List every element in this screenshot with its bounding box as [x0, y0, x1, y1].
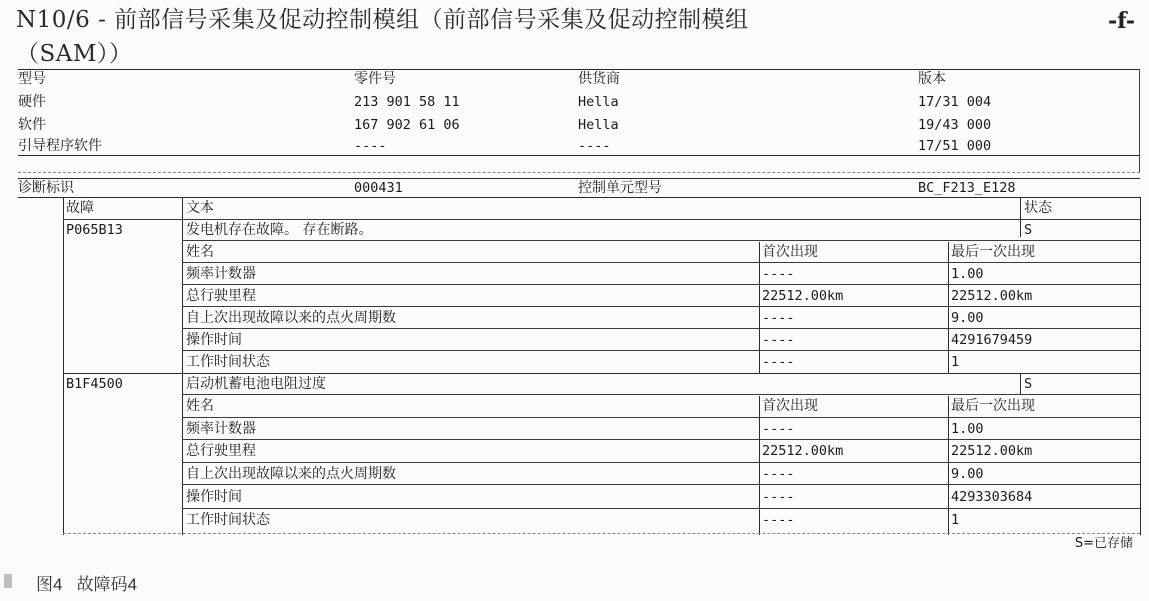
row-version: 19/43 000: [918, 117, 992, 133]
figure-label: 图4: [36, 575, 63, 594]
table-row-name: 自上次出现故障以来的点火周期数: [186, 466, 396, 482]
subheader-first: 首次出现: [762, 244, 818, 260]
brand-logo-icon: -f-: [1108, 8, 1135, 34]
table-row-first: ----: [762, 310, 795, 326]
subheader-name: 姓名: [186, 244, 214, 260]
diagnostic-id-label: 诊断标识: [18, 180, 74, 196]
fault-code[interactable]: P065B13: [66, 222, 123, 238]
divider: [182, 306, 1140, 307]
fault-header-code: 故障: [66, 200, 94, 216]
table-row-first: ----: [762, 489, 795, 505]
table-row-first: ----: [762, 266, 795, 282]
table-row-first: 22512.00km: [762, 443, 844, 459]
fault-header-text: 文本: [186, 200, 214, 216]
page-title-continued: （SAM））: [16, 41, 133, 67]
ecu-variant-value: BC_F213_E128: [918, 180, 1016, 196]
divider: [18, 155, 1140, 156]
row-part-number: 167 902 61 06: [354, 117, 460, 133]
table-row-name: 自上次出现故障以来的点火周期数: [186, 310, 396, 326]
table-row-last: 1.00: [951, 421, 984, 437]
row-type: 引导程序软件: [18, 138, 102, 154]
fault-header-status: 状态: [1024, 200, 1052, 216]
table-row-name: 操作时间: [186, 332, 242, 348]
divider: [182, 417, 1140, 418]
table-row-first: 22512.00km: [762, 288, 844, 304]
row-part-number: ----: [354, 138, 387, 154]
table-row-name: 频率计数器: [186, 421, 256, 437]
fault-status: S: [1024, 376, 1033, 392]
table-row-name: 总行驶里程: [186, 443, 256, 459]
divider: [1140, 197, 1141, 535]
subheader-name: 姓名: [186, 398, 214, 414]
fault-code[interactable]: B1F4500: [66, 376, 123, 392]
table-row-last: 22512.00km: [951, 288, 1033, 304]
row-part-number: 213 901 58 11: [354, 94, 460, 110]
divider: [18, 197, 1140, 198]
row-version: 17/51 000: [918, 138, 992, 154]
row-version: 17/31 004: [918, 94, 992, 110]
caption-marker-icon: [4, 574, 12, 588]
status-legend: S=已存储: [1074, 536, 1133, 551]
header-type: 型号: [18, 71, 46, 87]
divider: [63, 373, 1140, 374]
divider: [1020, 373, 1021, 394]
subheader-last: 最后一次出现: [951, 244, 1035, 260]
divider: [182, 484, 1140, 485]
header-supplier: 供货商: [578, 71, 620, 87]
table-row-name: 工作时间状态: [186, 354, 270, 370]
fault-status: S: [1024, 222, 1033, 238]
table-row-first: ----: [762, 466, 795, 482]
divider: [1020, 197, 1021, 237]
table-row-last: 1.00: [951, 266, 984, 282]
table-row-last: 9.00: [951, 466, 984, 482]
table-row-last: 9.00: [951, 310, 984, 326]
table-row-last: 22512.00km: [951, 443, 1033, 459]
divider: [182, 439, 1140, 440]
table-row-name: 工作时间状态: [186, 512, 270, 528]
divider: [63, 197, 64, 535]
figure-caption: [36, 570, 137, 595]
fault-text: 启动机蓄电池电阻过度: [186, 376, 326, 392]
table-row-last: 4293303684: [951, 489, 1033, 505]
divider: [182, 328, 1140, 329]
table-row-first: ----: [762, 512, 795, 528]
header-version: 版本: [918, 71, 946, 87]
table-row-first: ----: [762, 354, 795, 370]
divider: [63, 219, 1140, 220]
figure-text: 故障码4: [76, 575, 138, 594]
divider: [182, 262, 1140, 263]
divider: [182, 508, 1140, 509]
diagnostic-id-value: 000431: [354, 180, 403, 196]
divider: [1139, 69, 1140, 173]
row-supplier: Hella: [578, 117, 619, 133]
row-type: 软件: [18, 117, 46, 133]
table-row-name: 操作时间: [186, 489, 242, 505]
divider: [182, 284, 1140, 285]
table-row-first: ----: [762, 421, 795, 437]
table-row-last: 4291679459: [951, 332, 1033, 348]
row-type: 硬件: [18, 94, 46, 110]
divider: [182, 462, 1140, 463]
header-part-number: 零件号: [354, 71, 396, 87]
page-title: N10/6 - 前部信号采集及促动控制模组（前部信号采集及促动控制模组: [16, 7, 749, 33]
ecu-variant-label: 控制单元型号: [578, 180, 662, 196]
table-row-last: 1: [951, 512, 960, 528]
row-supplier: Hella: [578, 94, 619, 110]
table-row-last: 1: [951, 354, 960, 370]
subheader-last: 最后一次出现: [951, 398, 1035, 414]
row-supplier: ----: [578, 138, 611, 154]
table-row-name: 总行驶里程: [186, 288, 256, 304]
divider: [18, 172, 1140, 173]
subheader-first: 首次出现: [762, 398, 818, 414]
table-row-first: ----: [762, 332, 795, 348]
divider: [182, 394, 1140, 395]
divider: [182, 240, 1140, 241]
divider: [182, 350, 1140, 351]
divider: [63, 533, 1140, 534]
table-row-name: 频率计数器: [186, 266, 256, 282]
fault-text: 发电机存在故障。 存在断路。: [186, 222, 373, 238]
